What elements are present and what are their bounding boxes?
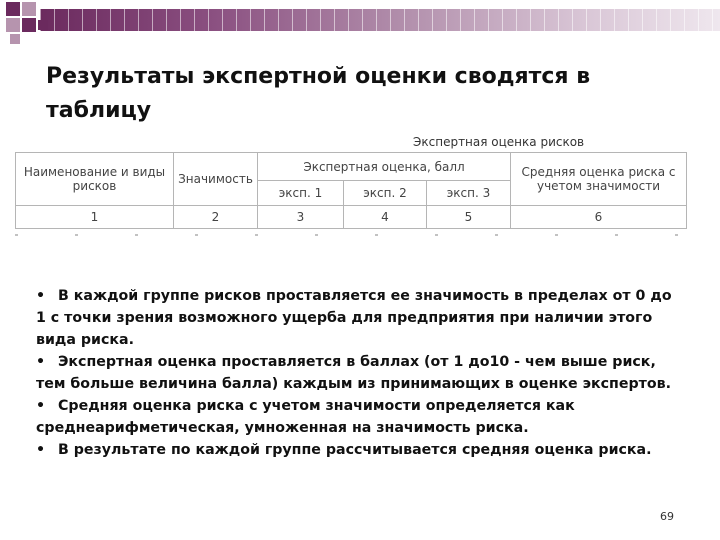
list-item-text: В каждой группе рисков проставляется ее значимость в пределах от 0 до 1 с точки зрения возможного ущерба для предприятия при наличии этого вида риска. bbox=[36, 288, 672, 348]
table-cut-edge bbox=[15, 234, 687, 236]
bullet-icon: • bbox=[36, 442, 46, 458]
column-number-cell: 4 bbox=[344, 206, 427, 229]
list-item bbox=[36, 439, 686, 461]
decor-square bbox=[38, 20, 48, 30]
list-item bbox=[36, 351, 686, 395]
list-item bbox=[36, 285, 686, 351]
column-number-cell: 2 bbox=[174, 206, 258, 229]
decor-square bbox=[6, 2, 20, 16]
decor-square bbox=[22, 2, 36, 16]
header-cell-expert-group: Экспертная оценка, балл bbox=[258, 153, 511, 181]
header-cell-name: Наименование и виды рисков bbox=[16, 153, 174, 206]
decor-square bbox=[22, 18, 36, 32]
bullet-list bbox=[36, 285, 686, 461]
header-cell-significance: Значимость bbox=[174, 153, 258, 206]
table-caption: Экспертная оценка рисков bbox=[413, 135, 585, 149]
table-header-row bbox=[16, 153, 687, 181]
list-item bbox=[36, 395, 686, 439]
page-number: 69 bbox=[660, 510, 674, 523]
column-number-cell: 3 bbox=[258, 206, 344, 229]
header-strip-lines bbox=[40, 9, 720, 31]
decor-square bbox=[6, 18, 20, 32]
header-cell-expert-1: эксп. 1 bbox=[258, 181, 344, 206]
column-number-cell: 6 bbox=[511, 206, 687, 229]
header-cell-expert-2: эксп. 2 bbox=[344, 181, 427, 206]
list-item-text: Средняя оценка риска с учетом значимости определяется как среднеарифметическая, умноженная на значимость риска. bbox=[36, 398, 575, 436]
decor-square bbox=[10, 34, 20, 44]
risk-assessment-table bbox=[15, 152, 687, 229]
column-number-cell: 1 bbox=[16, 206, 174, 229]
list-item-text: Экспертная оценка проставляется в баллах (от 1 до10 - чем выше риск, тем больше величина балла) каждым из принимающих в оценке экспертов. bbox=[36, 354, 671, 392]
bullet-icon: • bbox=[36, 288, 46, 304]
list-item-text: В результате по каждой группе рассчитывается средняя оценка риска. bbox=[58, 442, 652, 458]
header-cell-expert-3: эксп. 3 bbox=[427, 181, 511, 206]
column-number-cell: 5 bbox=[427, 206, 511, 229]
table-row bbox=[16, 206, 687, 229]
header-cell-average: Средняя оценка риска с учетом значимости bbox=[511, 153, 687, 206]
slide-title: Результаты экспертной оценки сводятся в таблицу bbox=[46, 64, 591, 123]
bullet-icon: • bbox=[36, 398, 46, 414]
bullet-icon: • bbox=[36, 354, 46, 370]
